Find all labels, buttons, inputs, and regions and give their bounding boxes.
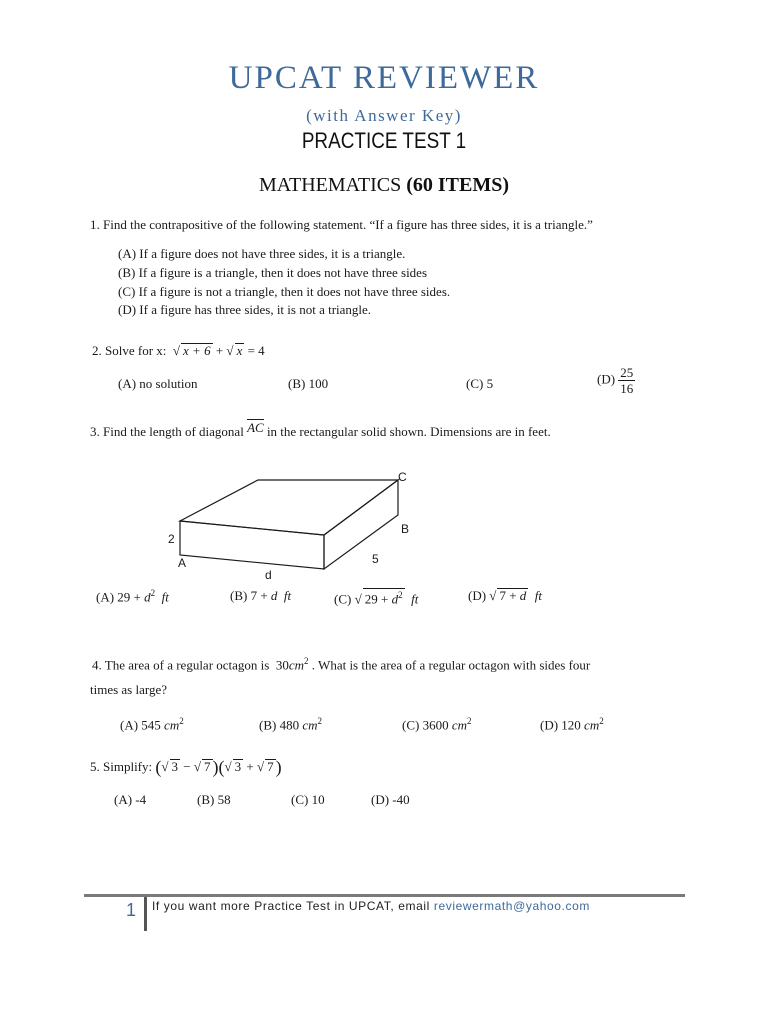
question-4-option-a	[120, 716, 184, 733]
question-4-option-b	[259, 716, 322, 733]
option-c-text: (C)	[334, 591, 352, 607]
radical-x-plus-6: x + 6	[183, 343, 211, 358]
unit: cm	[164, 717, 180, 733]
var-d: d	[144, 589, 151, 605]
var-d: d	[270, 588, 278, 603]
segment-ac: AC	[247, 420, 264, 435]
unit: cm	[451, 717, 468, 733]
unit: cm	[302, 717, 318, 733]
height-label: 2	[168, 532, 175, 546]
exponent: 2	[317, 716, 323, 726]
question-2-stem: 2. Solve for x: √ x + 6 + √ x = 4	[92, 343, 265, 358]
radical	[497, 588, 528, 602]
document-subtitle: (with Answer Key)	[306, 106, 462, 125]
unit-ft: ft	[411, 591, 419, 607]
unit-ft: ft	[283, 588, 292, 603]
footer-email-link[interactable]: reviewermath@yahoo.com	[433, 899, 590, 913]
question-4-stem-line-2: times as large?	[90, 682, 168, 697]
plus-sign: +	[246, 759, 254, 774]
solid-right-face	[324, 480, 398, 569]
fraction-25-16	[618, 365, 635, 396]
exponent: 2	[467, 716, 472, 726]
option-d-text: (D) 120	[540, 717, 581, 733]
option-c-text: (C) 3600	[402, 717, 449, 733]
exponent: 2	[599, 716, 604, 726]
question-2-option-d	[597, 365, 635, 396]
question-1-option-c: (C) If a figure is not a triangle, then it does not have three sides.	[118, 284, 451, 299]
var-d: d	[519, 588, 527, 603]
radical-3: 3	[171, 759, 179, 774]
unit-ft: ft	[534, 588, 543, 603]
question-2-option-b: (B) 100	[288, 376, 329, 391]
radicand: 7 +	[499, 588, 517, 603]
question-4-text-end: . What is the area of a regular octagon with sides four	[311, 657, 591, 673]
footer-note	[152, 899, 590, 913]
question-5-option-d: (D) -40	[371, 792, 410, 807]
option-a-text: (A) 29 +	[96, 589, 141, 605]
question-1-option-b: (B) If a figure is a triangle, then it does not have three sides	[118, 265, 428, 280]
area-unit: cm	[288, 657, 305, 673]
question-5-option-a: (A) -4	[114, 792, 147, 807]
question-3-label: 3. Find the length of diagonal	[90, 424, 244, 439]
option-b-text: (B) 480	[259, 717, 300, 733]
length-label: d	[265, 568, 272, 582]
section-item-count: (60 ITEMS)	[406, 174, 510, 196]
question-1-option-d: (D) If a figure has three sides, it is not a triangle.	[118, 302, 372, 317]
practice-test-heading: PRACTICE TEST 1	[301, 128, 467, 153]
option-a-text: (A) 545	[120, 717, 161, 733]
question-5-option-b: (B) 58	[197, 792, 231, 807]
question-5-option-c: (C) 10	[291, 792, 325, 807]
question-2-label: 2. Solve for x:	[92, 343, 167, 358]
radical-x: x	[236, 343, 243, 358]
minus-sign: −	[183, 759, 191, 774]
page-number: 1	[126, 900, 137, 920]
unit: cm	[584, 717, 600, 733]
vertex-b-label: B	[401, 522, 410, 536]
question-5-text: 5. Simplify:	[90, 759, 153, 774]
question-2-option-a: (A) no solution	[118, 376, 198, 391]
question-3-option-d: (D) √ 7 + d ft	[468, 588, 543, 603]
radical	[363, 588, 405, 605]
vertex-a-label: A	[178, 556, 187, 570]
question-4-stem	[92, 656, 590, 673]
open-paren: (	[218, 757, 225, 777]
exponent: 2	[304, 656, 309, 666]
question-4-text: 4. The area of a regular octagon is	[92, 657, 270, 673]
radical-3: 3	[234, 759, 242, 774]
document-title: UPCAT REVIEWER	[228, 60, 540, 96]
equation-rhs: = 4	[247, 343, 265, 358]
width-label: 5	[372, 552, 379, 566]
radicand: 29 +	[364, 591, 389, 607]
question-3-option-b	[230, 588, 291, 604]
close-paren: )	[212, 757, 219, 777]
question-3-option-c: (C) √ $29 + d^2$ ft	[334, 590, 419, 607]
question-2-option-c: (C) 5	[466, 376, 494, 391]
fraction-numerator: 25	[620, 365, 634, 380]
area-value: 30	[275, 657, 289, 673]
unit-ft: ft	[161, 589, 169, 605]
option-d-label: (D)	[597, 371, 616, 387]
open-paren: (	[155, 757, 162, 777]
question-3-stem	[90, 420, 551, 440]
option-b-text: (B) 7 +	[230, 588, 268, 603]
section-heading	[0, 174, 768, 197]
question-4-option-d	[540, 716, 604, 733]
question-1-option-a: (A) If a figure does not have three sides, it is a triangle.	[118, 246, 406, 261]
footer-divider	[84, 894, 685, 897]
plus-sign: +	[215, 343, 224, 358]
question-1-stem: 1. Find the contrapositive of the following statement. “If a figure has three sides, it is a triangle.”	[90, 217, 593, 232]
question-5-stem: 5. Simplify: (√ 3 − √ 7 )(√ 3 + √ 7 )	[90, 757, 282, 777]
section-name: MATHEMATICS	[258, 174, 402, 196]
option-d-text: (D)	[468, 588, 487, 603]
exponent: 2	[150, 588, 156, 598]
radical-7: 7	[204, 759, 211, 774]
solid-top-face	[180, 480, 398, 535]
close-paren: )	[275, 757, 282, 777]
radical-7: 7	[267, 759, 274, 774]
var-d: d	[391, 591, 399, 607]
footer-vertical-divider	[144, 897, 147, 931]
fraction-denominator: 16	[620, 381, 634, 396]
question-3-option-a	[96, 588, 169, 605]
footer-message: If you want more Practice Test in UPCAT, email	[152, 899, 430, 913]
vertex-c-label: C	[398, 470, 407, 484]
question-3-label-end: in the rectangular solid shown. Dimensions are in feet.	[266, 424, 551, 439]
exponent: 2	[398, 590, 403, 600]
question-4-option-c	[402, 716, 472, 733]
solid-front-face	[180, 521, 324, 569]
exponent: 2	[179, 716, 184, 726]
